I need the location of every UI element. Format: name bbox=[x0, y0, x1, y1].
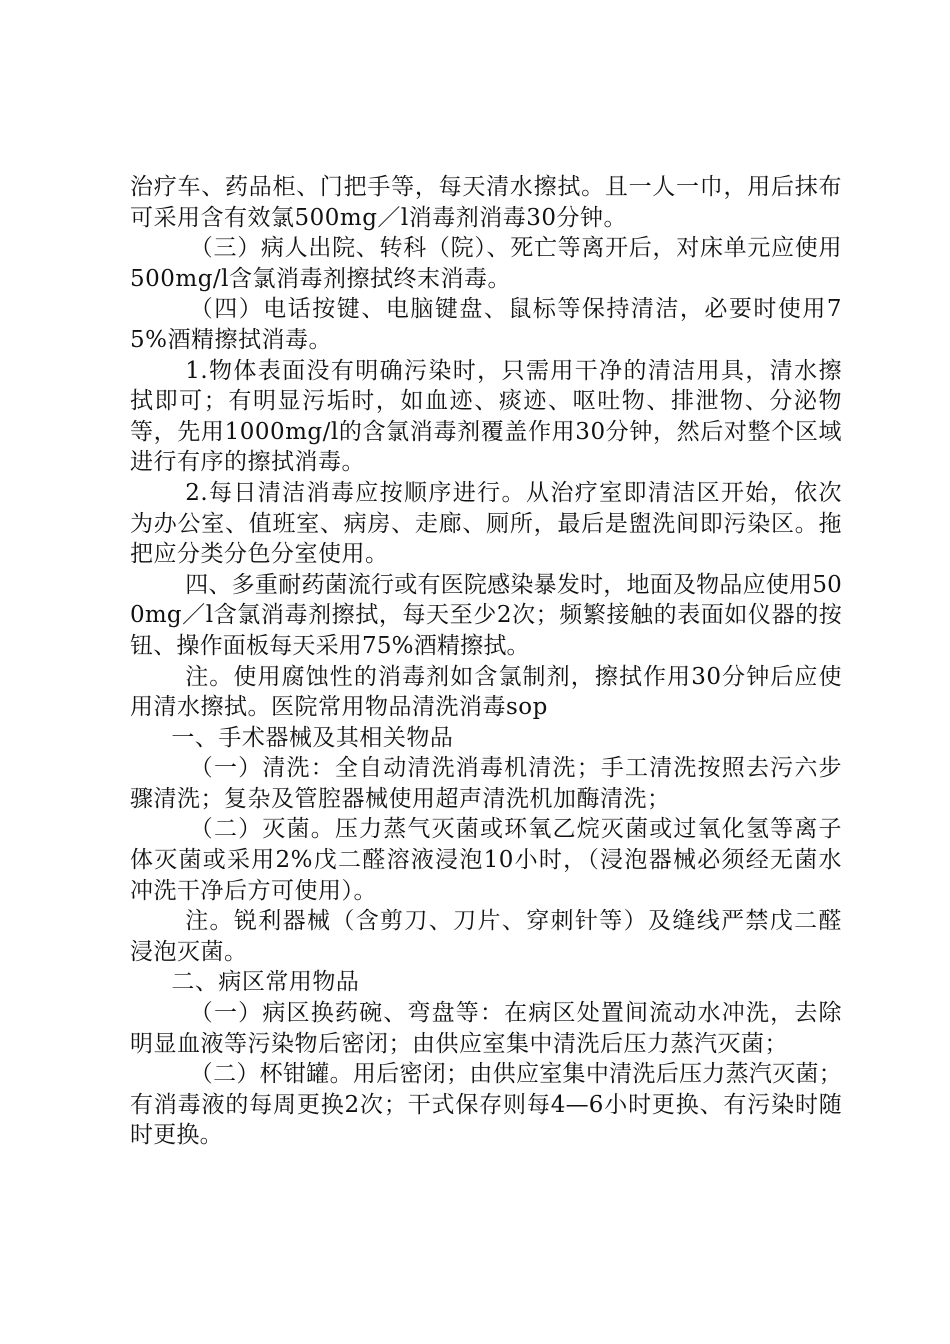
section-heading-2: 二、病区常用物品 bbox=[171, 969, 360, 996]
paragraph-6: 四、多重耐药菌流行或有医院感染暴发时，地面及物品应使用500mg／l含氯消毒剂擦拭，每天至少2次；频繁接触的表面如仪器的按钮、操作面板每天采用75%酒精擦拭。 bbox=[130, 571, 842, 659]
paragraph-12: （二）杯钳罐。用后密闭；由供应室集中清洗后压力蒸汽灭菌；有消毒液的每周更换2次；干式保存则每4—6小时更换、有污染时随时更换。 bbox=[130, 1061, 842, 1149]
paragraph-4: 1.物体表面没有明确污染时，只需用干净的清洁用具，清水擦拭即可；有明显污垢时，如血迹、痰迹、呕吐物、排泄物、分泌物等，先用1000mg/l的含氯消毒剂覆盖作用30分钟，然后对整个区域进行有序的擦拭消毒。 bbox=[130, 357, 842, 476]
document-body bbox=[130, 172, 842, 1151]
paragraph-2: （三）病人出院、转科（院）、死亡等离开后，对床单元应使用500mg/l含氯消毒剂擦拭终末消毒。 bbox=[130, 235, 842, 292]
paragraph-9: （二）灭菌。压力蒸气灭菌或环氧乙烷灭菌或过氧化氢等离子体灭菌或采用2%戊二醛溶液浸泡10小时，（浸泡器械必须经无菌水冲洗干净后方可使用）。 bbox=[130, 816, 842, 904]
section-heading-1: 一、手术器械及其相关物品 bbox=[171, 724, 454, 751]
paragraph-5: 2.每日清洁消毒应按顺序进行。从治疗室即清洁区开始，依次为办公室、值班室、病房、走廊、厕所，最后是盥洗间即污染区。拖把应分类分色分室使用。 bbox=[130, 479, 842, 568]
paragraph-7: 注。使用腐蚀性的消毒剂如含氯制剂，擦拭作用30分钟后应使用清水擦拭。医院常用物品清洗消毒sop bbox=[130, 663, 842, 721]
paragraph-11: （一）病区换药碗、弯盘等：在病区处置间流动水冲洗，去除明显血液等污染物后密闭；由供应室集中清洗后压力蒸汽灭菌； bbox=[130, 1000, 842, 1057]
paragraph-8: （一）清洗：全自动清洗消毒机清洗；手工清洗按照去污六步骤清洗；复杂及管腔器械使用超声清洗机加酶清洗； bbox=[130, 755, 842, 812]
paragraph-3: （四）电话按键、电脑键盘、鼠标等保持清洁，必要时使用75%酒精擦拭消毒。 bbox=[130, 296, 842, 353]
paragraph-10: 注。锐利器械（含剪刀、刀片、穿刺针等）及缝线严禁戊二醛浸泡灭菌。 bbox=[130, 908, 842, 965]
paragraph-1: 治疗车、药品柜、门把手等，每天清水擦拭。且一人一巾，用后抹布可采用含有效氯500mg／l消毒剂消毒30分钟。 bbox=[130, 174, 842, 231]
